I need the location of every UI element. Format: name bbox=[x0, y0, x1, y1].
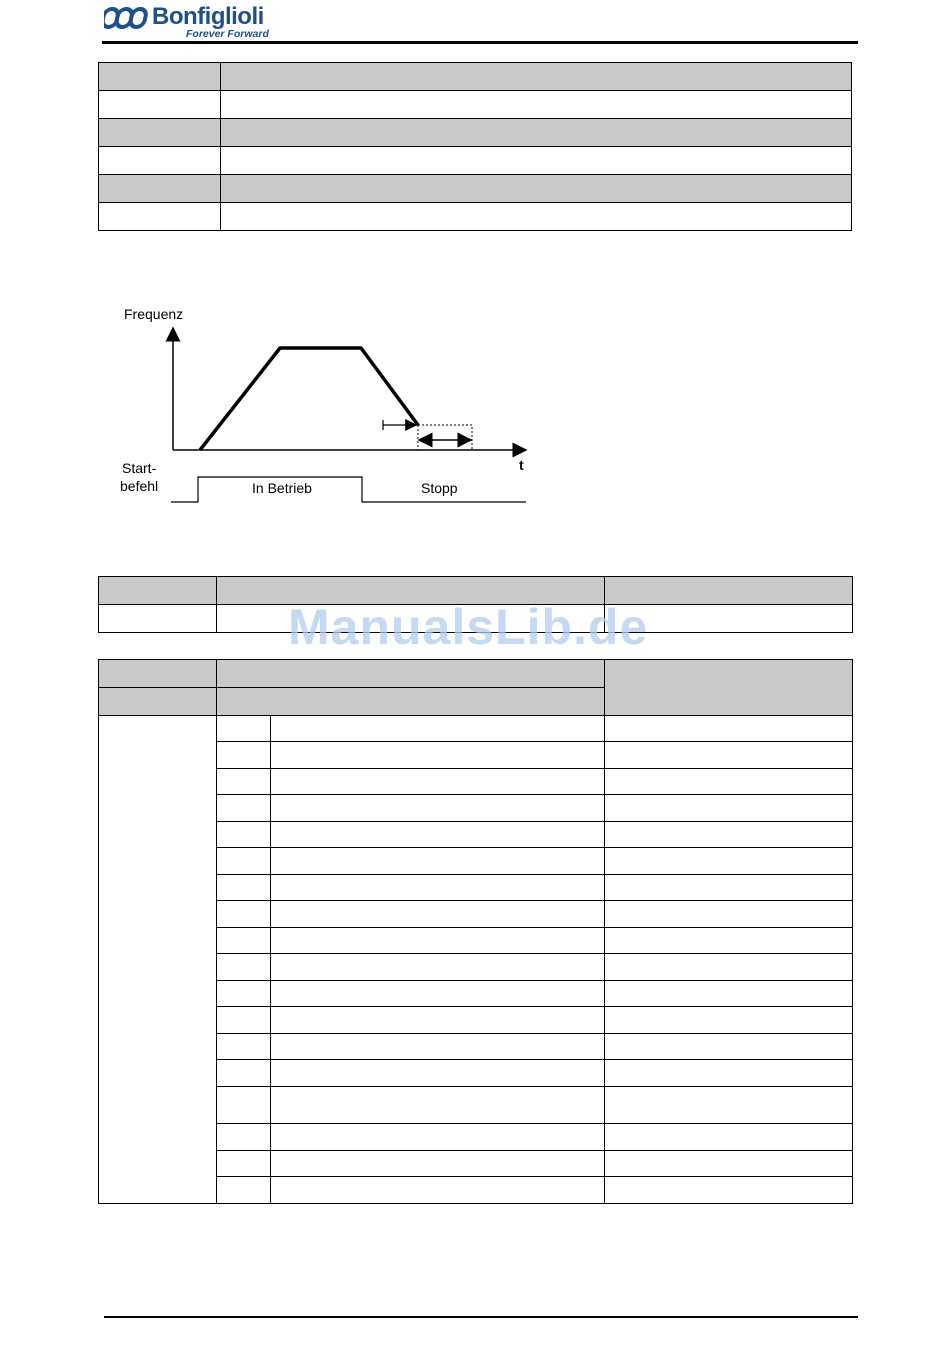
frequency-time-diagram bbox=[100, 295, 540, 515]
parameter-table-1 bbox=[98, 62, 852, 231]
brand-name: Bonfiglioli bbox=[152, 3, 264, 30]
table-row bbox=[99, 175, 852, 203]
operation-mode-table bbox=[98, 659, 853, 1204]
y-axis-label: Frequenz bbox=[124, 306, 184, 322]
start-label-line2: befehl bbox=[120, 478, 159, 494]
running-label: In Betrieb bbox=[252, 480, 312, 496]
table-row bbox=[99, 660, 853, 688]
watermark: ManualsLib.de bbox=[288, 599, 649, 655]
brand-logo bbox=[104, 2, 274, 42]
table-row bbox=[99, 63, 852, 91]
footer-rule bbox=[104, 1316, 858, 1318]
table-row bbox=[99, 147, 852, 175]
x-axis-label: t bbox=[519, 457, 524, 473]
table-row bbox=[99, 119, 852, 147]
frequency-curve bbox=[200, 348, 418, 450]
header-rule bbox=[102, 41, 858, 44]
start-label-line1: Start- bbox=[122, 460, 157, 476]
bonfiglioli-mark-icon bbox=[104, 5, 150, 35]
table-row bbox=[99, 91, 852, 119]
table-row bbox=[99, 716, 853, 742]
brand-tagline: Forever Forward bbox=[186, 28, 269, 40]
stop-time-window bbox=[418, 425, 472, 450]
table-row bbox=[99, 203, 852, 231]
start-command-signal bbox=[171, 477, 526, 502]
stop-label: Stopp bbox=[421, 480, 458, 496]
